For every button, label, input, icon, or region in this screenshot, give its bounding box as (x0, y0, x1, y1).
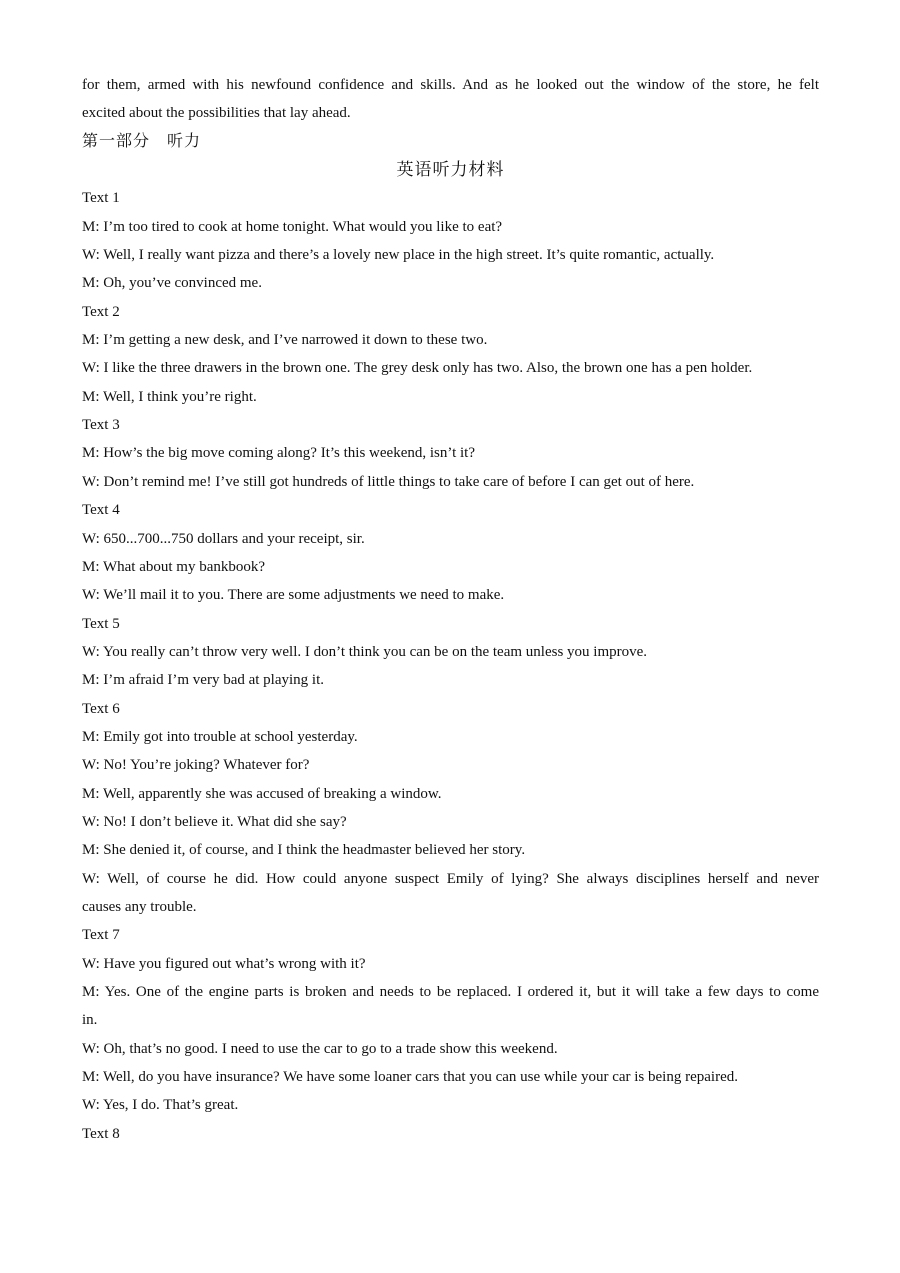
text-label: Text 7 (82, 927, 120, 944)
dialogue-line: M: Emily got into trouble at school yesterday. (82, 728, 358, 745)
dialogue-line: M: She denied it, of course, and I think the headmaster believed her story. (82, 842, 526, 859)
text-label: Text 6 (82, 700, 120, 717)
dialogue-line: W: No! You’re joking? Whatever for? (82, 757, 310, 774)
dialogue-line: M: I’m too tired to cook at home tonight. What would you like to eat? (82, 218, 503, 235)
dialogue-line: W: Oh, that’s no good. I need to use the car to go to a trade show this weekend. (82, 1040, 558, 1057)
dialogue-line: W: Well, I really want pizza and there’s a lovely new place in the high street. It’s quite romantic, actually. (82, 247, 715, 264)
text-label: Text 1 (82, 190, 120, 207)
dialogue-line: M: I’m afraid I’m very bad at playing it. (82, 672, 325, 689)
text-label: Text 5 (82, 615, 120, 632)
dialogue-line: causes any trouble. (82, 898, 197, 915)
text-label: Text 3 (82, 417, 120, 434)
text-label: Text 8 (82, 1125, 120, 1142)
dialogue-line: W: No! I don’t believe it. What did she say? (82, 813, 347, 830)
dialogue-line: W: We’ll mail it to you. There are some adjustments we need to make. (82, 587, 505, 604)
dialogue-line: in. (82, 1012, 98, 1029)
dialogue-line: M: How’s the big move coming along? It’s this weekend, isn’t it? (82, 445, 476, 462)
dialogue-line: M: Well, apparently she was accused of breaking a window. (82, 785, 442, 802)
dialogue-line: W: Yes, I do. That’s great. (82, 1097, 239, 1114)
document-page (82, 71, 819, 1148)
dialogue-line: M: I’m getting a new desk, and I’ve narrowed it down to these two. (82, 332, 488, 349)
dialogue-line: W: I like the three drawers in the brown one. The grey desk only has two. Also, the brown one has a pen holder. (82, 360, 753, 377)
dialogue-line: M: Well, I think you’re right. (82, 388, 257, 405)
page-title: 英语听力材料 (396, 160, 505, 180)
intro-line: for them, armed with his newfound confidence and skills. And as he looked out the window of the store, he felt (82, 77, 819, 93)
dialogue-line: W: Don’t remind me! I’ve still got hundreds of little things to take care of before I can get out of here. (82, 473, 695, 490)
dialogue-line: W: Well, of course he did. How could anyone suspect Emily of lying? She always disciplines herself and never (82, 870, 819, 887)
dialogue-line: W: You really can’t throw very well. I don’t think you can be on the team unless you improve. (82, 643, 648, 660)
dialogue-line: M: Oh, you’ve convinced me. (82, 275, 262, 292)
intro-line: excited about the possibilities that lay ahead. (82, 105, 351, 122)
text-label: Text 2 (82, 303, 120, 320)
dialogue-line: M: What about my bankbook? (82, 558, 266, 575)
text-label: Text 4 (82, 502, 120, 519)
section-heading: 第一部分 听力 (82, 132, 202, 150)
dialogue-line: W: Have you figured out what’s wrong with it? (82, 955, 366, 972)
dialogue-line: M: Yes. One of the engine parts is broken and needs to be replaced. I ordered it, but it will take a few days to come (82, 984, 819, 1000)
dialogue-line: M: Well, do you have insurance? We have some loaner cars that you can use while your car is being repaired. (82, 1069, 738, 1086)
dialogue-line: W: 650...700...750 dollars and your receipt, sir. (82, 530, 365, 547)
